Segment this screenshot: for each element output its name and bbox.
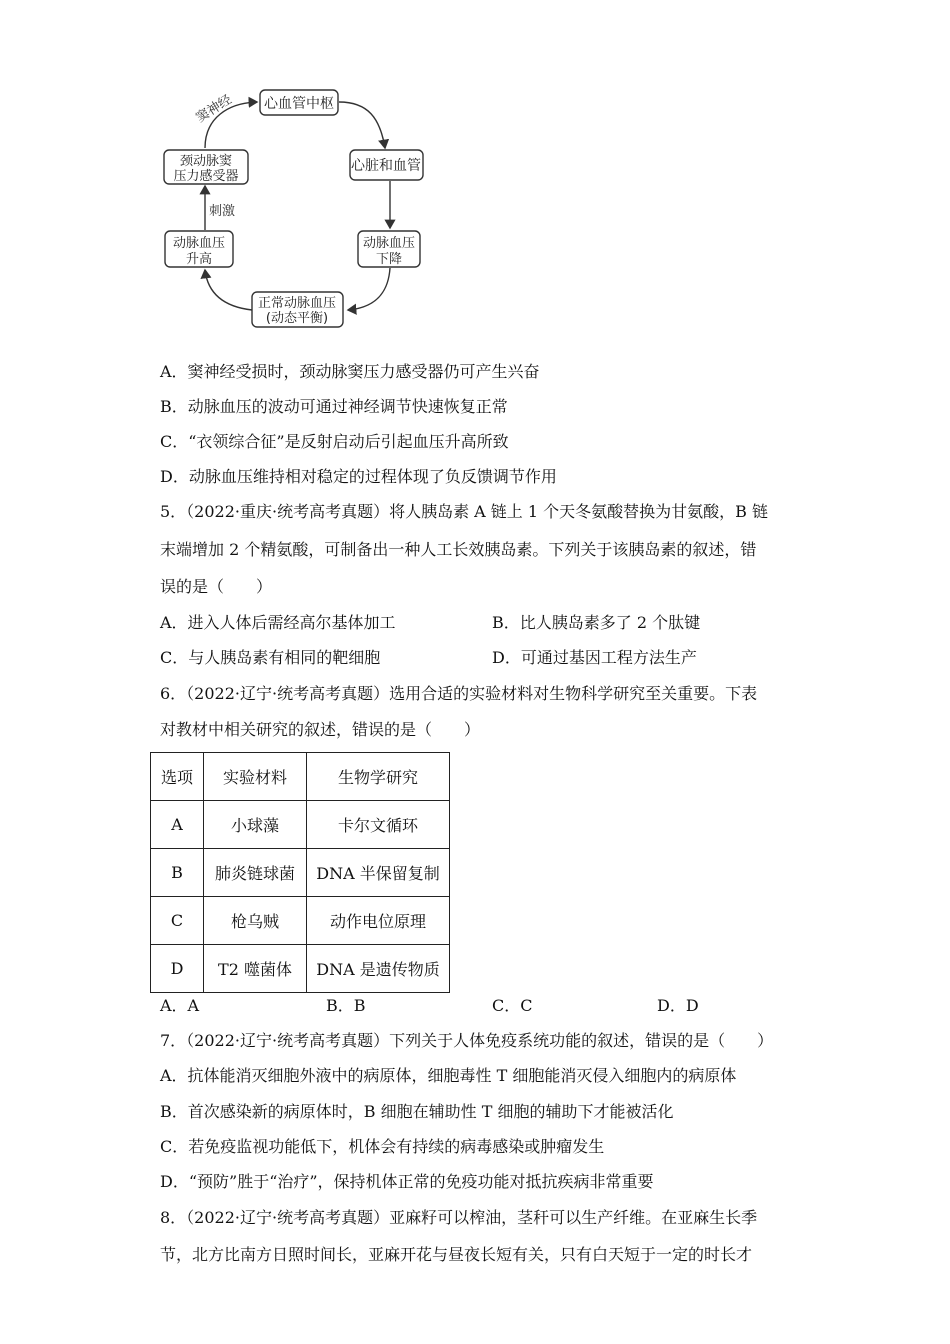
table-header-cell: 生物学研究 bbox=[307, 753, 450, 801]
node-bp-up-line2: 升高 bbox=[185, 252, 213, 267]
q7-option-d: D．“预防”胜于“治疗”，保持机体正常的免疫功能对抵抗疾病非常重要 bbox=[160, 1172, 654, 1191]
table-cell: 枪乌贼 bbox=[204, 897, 307, 945]
edge-label-nerve: 窦神经 bbox=[193, 92, 235, 126]
q5-option-d: D．可通过基因工程方法生产 bbox=[492, 648, 697, 667]
q6-option-b: B．B bbox=[326, 996, 366, 1015]
table-cell: DNA 半保留复制 bbox=[307, 849, 450, 897]
table-cell: 动作电位原理 bbox=[307, 897, 450, 945]
node-center-label: 心血管中枢 bbox=[264, 96, 334, 112]
table-cell: 肺炎链球菌 bbox=[204, 849, 307, 897]
q5-stem-line1: 5．（2022·重庆·统考高考真题）将人胰岛素 A 链上 1 个天冬氨酸替换为甘氨酸，B 链 bbox=[160, 502, 768, 521]
node-heart-label: 心脏和血管 bbox=[351, 158, 421, 174]
q7-option-a: A．抗体能消灭细胞外液中的病原体，细胞毒性 T 细胞能消灭侵入细胞内的病原体 bbox=[160, 1066, 737, 1085]
q4-option-c: C．“衣领综合征”是反射启动后引起血压升高所致 bbox=[160, 432, 509, 451]
q4-option-b: B．动脉血压的波动可通过神经调节快速恢复正常 bbox=[160, 397, 508, 416]
q6-stem-line1: 6．（2022·辽宁·统考高考真题）选用合适的实验材料对生物科学研究至关重要。下表 bbox=[160, 684, 758, 703]
q6-option-c: C．C bbox=[492, 996, 533, 1015]
table-header-row bbox=[151, 753, 450, 801]
q8-stem-line1: 8．（2022·辽宁·统考高考真题）亚麻籽可以榨油，茎秆可以生产纤维。在亚麻生长季 bbox=[160, 1208, 758, 1227]
q4-option-d: D．动脉血压维持相对稳定的过程体现了负反馈调节作用 bbox=[160, 467, 557, 486]
node-normal-line2: (动态平衡) bbox=[265, 311, 329, 326]
table-cell: 小球藻 bbox=[204, 801, 307, 849]
node-receptor-line1: 颈动脉窦 bbox=[179, 154, 233, 169]
node-bp-up-line1: 动脉血压 bbox=[172, 236, 226, 251]
q5-option-b: B．比人胰岛素多了 2 个肽键 bbox=[492, 613, 701, 632]
table-cell: D bbox=[151, 945, 204, 993]
baroreflex-diagram bbox=[0, 0, 950, 340]
table-cell: 卡尔文循环 bbox=[307, 801, 450, 849]
table-header-cell: 实验材料 bbox=[204, 753, 307, 801]
table-cell: B bbox=[151, 849, 204, 897]
table-row bbox=[151, 945, 450, 993]
q7-option-b: B．首次感染新的病原体时，B 细胞在辅助性 T 细胞的辅助下才能被活化 bbox=[160, 1102, 674, 1121]
q5-stem-line2: 末端增加 2 个精氨酸，可制备出一种人工长效胰岛素。下列关于该胰岛素的叙述，错 bbox=[160, 540, 757, 559]
arrow-center-to-heart bbox=[339, 102, 385, 148]
q6-stem-line2: 对教材中相关研究的叙述，错误的是（ ） bbox=[160, 720, 481, 739]
node-bp-down-line1: 动脉血压 bbox=[362, 236, 416, 251]
edge-label-stimulus: 刺激 bbox=[208, 204, 236, 219]
q8-stem-line2: 节，北方比南方日照时间长，亚麻开花与昼夜长短有关，只有白天短于一定的时长才 bbox=[160, 1245, 753, 1264]
node-receptor-line2: 压力感受器 bbox=[173, 169, 239, 184]
table-cell: DNA 是遗传物质 bbox=[307, 945, 450, 993]
q5-stem-line3: 误的是（ ） bbox=[160, 577, 273, 596]
q6-table bbox=[150, 752, 450, 993]
node-normal-line1: 正常动脉血压 bbox=[257, 296, 337, 311]
node-bp-down-line2: 下降 bbox=[375, 252, 403, 267]
table-cell: C bbox=[151, 897, 204, 945]
table-cell: A bbox=[151, 801, 204, 849]
arrow-normal-to-bpup bbox=[205, 270, 252, 310]
table-row bbox=[151, 801, 450, 849]
q7-stem: 7．（2022·辽宁·统考高考真题）下列关于人体免疫系统功能的叙述，错误的是（ ） bbox=[160, 1031, 774, 1050]
q4-option-a: A．窦神经受损时，颈动脉窦压力感受器仍可产生兴奋 bbox=[160, 362, 540, 381]
q6-option-d: D．D bbox=[657, 996, 699, 1015]
table-row bbox=[151, 897, 450, 945]
q5-option-c: C．与人胰岛素有相同的靶细胞 bbox=[160, 648, 381, 667]
table-row bbox=[151, 849, 450, 897]
q6-option-a: A．A bbox=[160, 996, 200, 1015]
table-cell: T2 噬菌体 bbox=[204, 945, 307, 993]
q7-option-c: C．若免疫监视功能低下，机体会有持续的病毒感染或肿瘤发生 bbox=[160, 1137, 605, 1156]
table-header-cell: 选项 bbox=[151, 753, 204, 801]
arrow-bpdown-to-normal bbox=[348, 268, 390, 310]
q5-option-a: A．进入人体后需经高尔基体加工 bbox=[160, 613, 396, 632]
